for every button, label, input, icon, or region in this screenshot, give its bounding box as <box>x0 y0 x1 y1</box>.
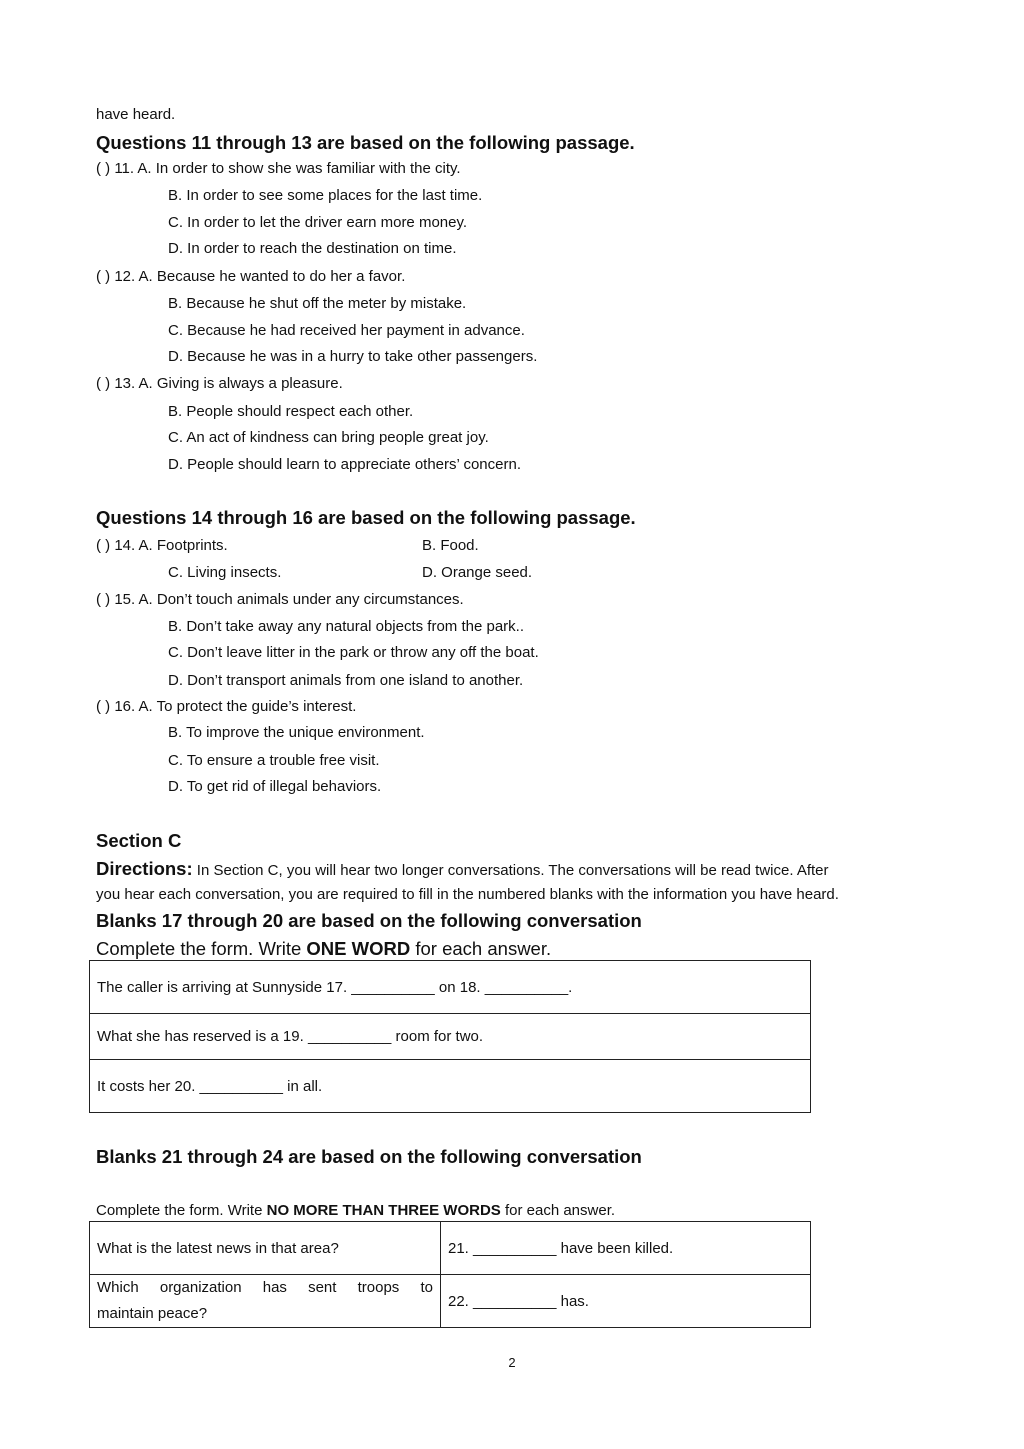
question-11-option-b: B. In order to see some places for the last time. <box>168 187 483 204</box>
directions-line-1 <box>96 858 829 880</box>
form2-instruction <box>96 1202 615 1220</box>
form1-row-20: It costs her 20. __________ in all. <box>90 1060 811 1113</box>
form1-instruction-post: for each answer. <box>410 938 552 959</box>
question-16-option-a: ( ) 16. A. To protect the guide’s interest. <box>96 698 357 715</box>
question-13-option-a: ( ) 13. A. Giving is always a pleasure. <box>96 375 343 392</box>
question-11-option-d: D. In order to reach the destination on time. <box>168 240 457 257</box>
question-12-option-c: C. Because he had received her payment in advance. <box>168 322 525 339</box>
question-14-option-b: B. Food. <box>422 537 479 554</box>
question-13-option-b: B. People should respect each other. <box>168 403 414 420</box>
form2-instruction-bold: NO MORE THAN THREE WORDS <box>266 1202 501 1219</box>
question-14-option-a: ( ) 14. A. Footprints. <box>96 537 228 554</box>
form2-instruction-post: for each answer. <box>500 1202 616 1219</box>
blanks-17-20-heading: Blanks 17 through 20 are based on the following conversation <box>96 910 642 931</box>
form-17-20 <box>89 960 811 1113</box>
section-heading-q14-16: Questions 14 through 16 are based on the following passage. <box>96 507 636 528</box>
question-15-option-c: C. Don’t leave litter in the park or throw any off the boat. <box>168 644 539 661</box>
form2-question-latest-news: What is the latest news in that area? <box>90 1222 441 1275</box>
form-21-24 <box>89 1221 811 1328</box>
question-16-option-b: B. To improve the unique environment. <box>168 724 425 741</box>
form1-instruction <box>96 938 551 960</box>
question-11-option-a: ( ) 11. A. In order to show she was familiar with the city. <box>96 160 461 177</box>
carryover-text: have heard. <box>96 106 176 123</box>
question-13-option-c: C. An act of kindness can bring people great joy. <box>168 429 489 446</box>
directions-line-2: you hear each conversation, you are required to fill in the numbered blanks with the information you have heard. <box>96 886 839 903</box>
question-13-option-d: D. People should learn to appreciate others’ concern. <box>168 456 521 473</box>
question-12-option-d: D. Because he was in a hurry to take other passengers. <box>168 348 538 365</box>
form2-answer-22: 22. __________ has. <box>441 1275 811 1328</box>
question-16-option-c: C. To ensure a trouble free visit. <box>168 752 380 769</box>
section-heading-q11-13: Questions 11 through 13 are based on the following passage. <box>96 132 635 153</box>
form1-row-19: What she has reserved is a 19. __________ room for two. <box>90 1014 811 1060</box>
form2-question-organization-line1: Which organization has sent troops to <box>97 1279 433 1296</box>
question-11-option-c: C. In order to let the driver earn more money. <box>168 214 468 231</box>
question-16-option-d: D. To get rid of illegal behaviors. <box>168 778 382 795</box>
page-number: 2 <box>508 1355 516 1370</box>
question-12-option-a: ( ) 12. A. Because he wanted to do her a favor. <box>96 268 406 285</box>
form2-question-organization-line2: maintain peace? <box>97 1305 208 1322</box>
form1-instruction-pre: Complete the form. Write <box>96 938 307 959</box>
question-15-option-a: ( ) 15. A. Don’t touch animals under any circumstances. <box>96 591 464 608</box>
question-15-option-b: B. Don’t take away any natural objects from the park.. <box>168 618 525 635</box>
question-12-option-b: B. Because he shut off the meter by mistake. <box>168 295 467 312</box>
directions-text: In Section C, you will hear two longer conversations. The conversations will be read twice. After <box>192 862 829 879</box>
form1-instruction-bold: ONE WORD <box>306 938 411 959</box>
form1-row-17-18: The caller is arriving at Sunnyside 17. __________ on 18. __________. <box>90 961 811 1014</box>
form2-question-organization <box>90 1275 441 1328</box>
question-14-option-c: C. Living insects. <box>168 564 282 581</box>
blanks-21-24-heading: Blanks 21 through 24 are based on the following conversation <box>96 1146 642 1167</box>
form2-answer-21: 21. __________ have been killed. <box>441 1222 811 1275</box>
directions-label: Directions: <box>96 858 193 879</box>
question-15-option-d: D. Don’t transport animals from one island to another. <box>168 672 524 689</box>
question-14-option-d: D. Orange seed. <box>422 564 533 581</box>
form2-instruction-pre: Complete the form. Write <box>96 1202 267 1219</box>
section-c-title: Section C <box>96 830 182 851</box>
